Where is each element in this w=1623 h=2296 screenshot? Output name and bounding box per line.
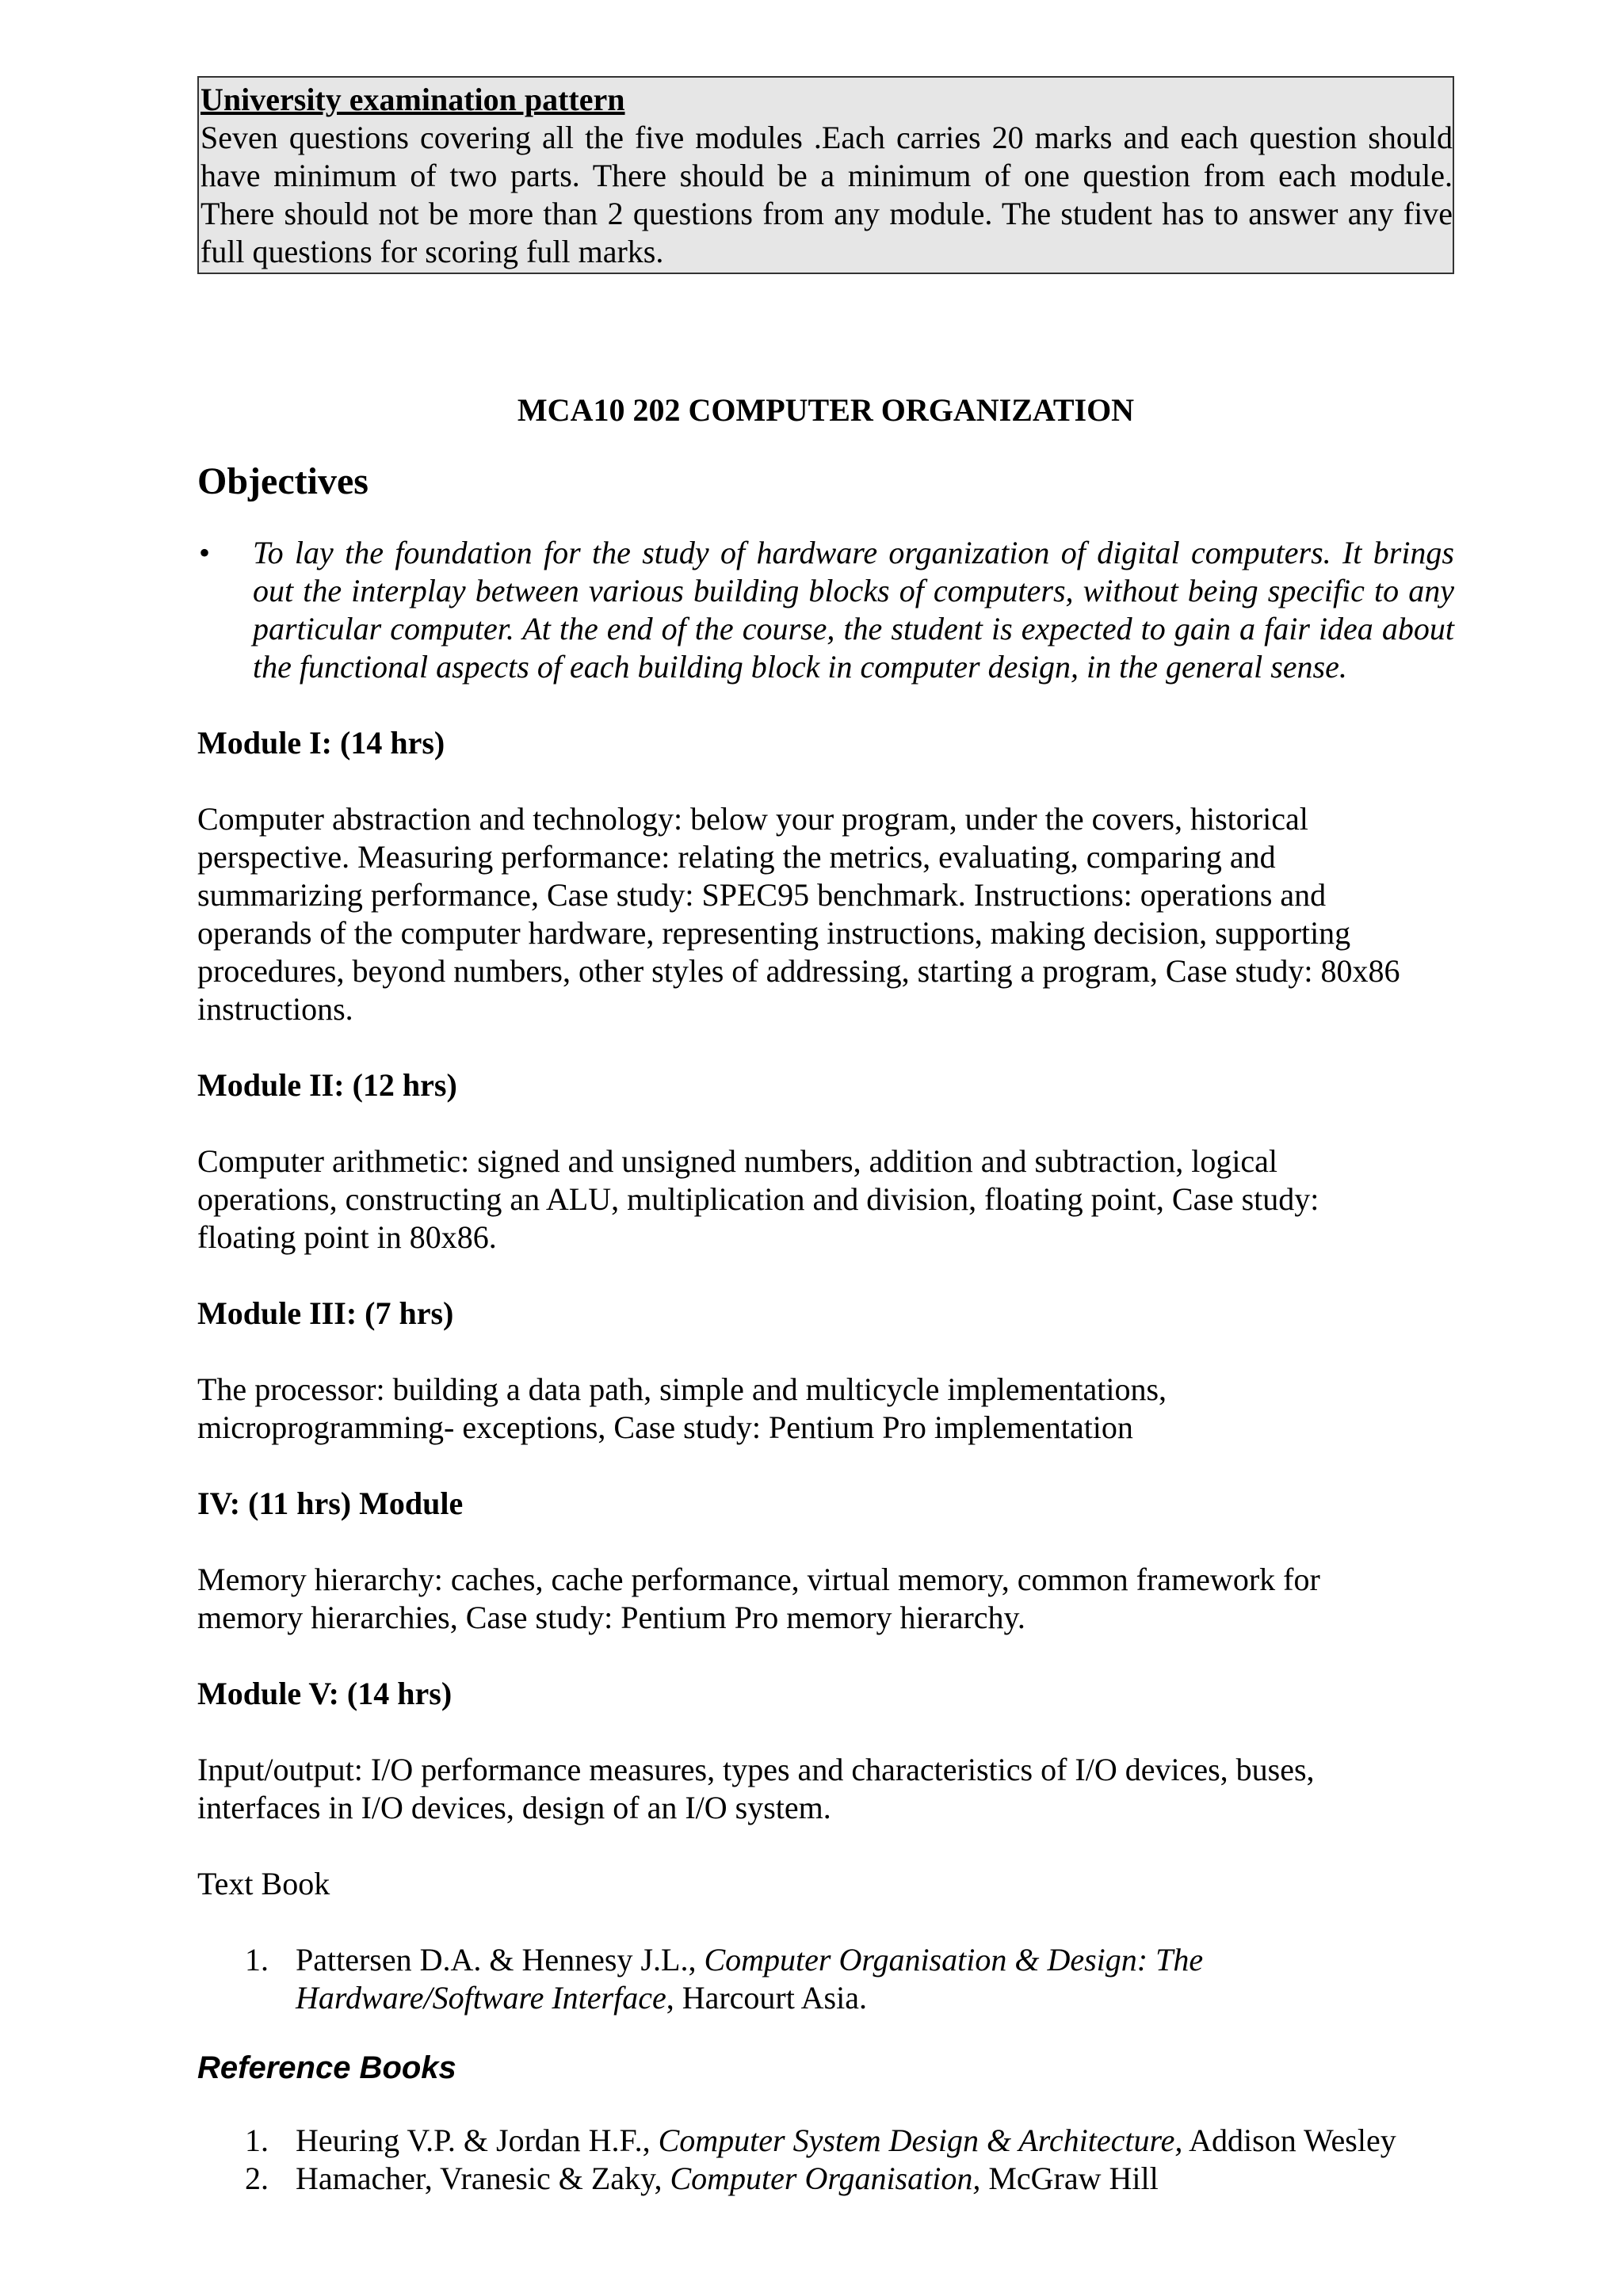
module-1-line: operands of the computer hardware, representing instructions, making decision, supporting: [197, 915, 1351, 951]
book-title: Computer System Design & Architecture,: [658, 2122, 1183, 2158]
list-number: 1.: [245, 1942, 269, 1978]
book-authors: Heuring V.P. & Jordan H.F.,: [296, 2122, 659, 2158]
syllabus-page: [197, 76, 1454, 2198]
book-publisher: , Harcourt Asia.: [666, 1980, 867, 2016]
module-4-line: Memory hierarchy: caches, cache performance, virtual memory, common framework for: [197, 1562, 1320, 1597]
book-title: Computer Organisation,: [670, 2161, 981, 2196]
reference-books-heading: Reference Books: [197, 2050, 456, 2085]
module-2-heading: Module II: (12 hrs): [197, 1067, 457, 1103]
objective-text: To lay the foundation for the study of hardware organization of digital computers. It brings out the interplay between various building blocks of computers, without being specific to any particular computer. At the end of the course, the student is expected to gain a fair idea about the functional aspects of each building block in computer design, in the general sense.: [253, 535, 1454, 685]
textbook-list: [197, 1941, 1454, 2017]
exam-pattern-title: University examination pattern: [200, 82, 625, 117]
objectives-heading: Objectives: [197, 460, 369, 502]
book-authors: Hamacher, Vranesic & Zaky,: [296, 2161, 670, 2196]
exam-pattern-box: [197, 76, 1454, 274]
module-1-heading: Module I: (14 hrs): [197, 725, 445, 761]
module-4-content: [197, 1561, 1454, 1637]
reference-item: [197, 2160, 1454, 2198]
bullet-icon: •: [199, 535, 211, 570]
module-5-line: Input/output: I/O performance measures, types and characteristics of I/O devices, buses,: [197, 1752, 1315, 1787]
module-1-line: perspective. Measuring performance: relating the metrics, evaluating, comparing and: [197, 839, 1276, 875]
module-2-content: [197, 1142, 1454, 1257]
book-publisher: Addison Wesley: [1182, 2122, 1396, 2158]
objectives-list: [197, 534, 1454, 686]
objective-item: [197, 534, 1454, 686]
module-5-line: interfaces in I/O devices, design of an I/O system.: [197, 1790, 831, 1825]
module-2-line: floating point in 80x86.: [197, 1219, 497, 1255]
module-2-line: Computer arithmetic: signed and unsigned numbers, addition and subtraction, logical: [197, 1143, 1278, 1179]
module-1-content: [197, 800, 1454, 1028]
module-5-content: [197, 1751, 1454, 1827]
reference-item: [197, 2122, 1454, 2160]
book-publisher: McGraw Hill: [980, 2161, 1159, 2196]
book-authors: Pattersen D.A. & Hennesy J.L.,: [296, 1942, 705, 1978]
module-1-line: summarizing performance, Case study: SPEC95 benchmark. Instructions: operations and: [197, 877, 1327, 913]
module-4-line: memory hierarchies, Case study: Pentium Pro memory hierarchy.: [197, 1600, 1025, 1635]
book-title: Computer Organisation & Design: The: [704, 1942, 1204, 1978]
textbook-item: [197, 1941, 1454, 2017]
module-2-line: operations, constructing an ALU, multiplication and division, floating point, Case study:: [197, 1181, 1319, 1217]
course-title: MCA10 202 COMPUTER ORGANIZATION: [517, 392, 1135, 428]
module-3-line: The processor: building a data path, simple and multicycle implementations,: [197, 1371, 1167, 1407]
list-number: 2.: [245, 2161, 269, 2196]
exam-pattern-text: Seven questions covering all the five modules .Each carries 20 marks and each question should have minimum of two parts. There should be a minimum of one question from each module. There should not be more than 2 questions from any module. The student has to answer any five full questions for scoring full marks.: [200, 120, 1453, 269]
module-3-line: microprogramming- exceptions, Case study: Pentium Pro implementation: [197, 1409, 1133, 1445]
book-title: Hardware/Software Interface: [296, 1980, 666, 2016]
module-1-line: procedures, beyond numbers, other styles of addressing, starting a program, Case study: 80x86: [197, 953, 1400, 989]
module-4-heading: IV: (11 hrs) Module: [197, 1486, 464, 1521]
module-3-content: [197, 1371, 1454, 1447]
list-number: 1.: [245, 2122, 269, 2158]
textbook-heading: Text Book: [197, 1866, 330, 1901]
module-5-heading: Module V: (14 hrs): [197, 1676, 453, 1711]
reference-list: [197, 2122, 1454, 2198]
module-1-line: instructions.: [197, 991, 353, 1027]
module-3-heading: Module III: (7 hrs): [197, 1295, 454, 1331]
module-1-line: Computer abstraction and technology: below your program, under the covers, historical: [197, 801, 1308, 837]
